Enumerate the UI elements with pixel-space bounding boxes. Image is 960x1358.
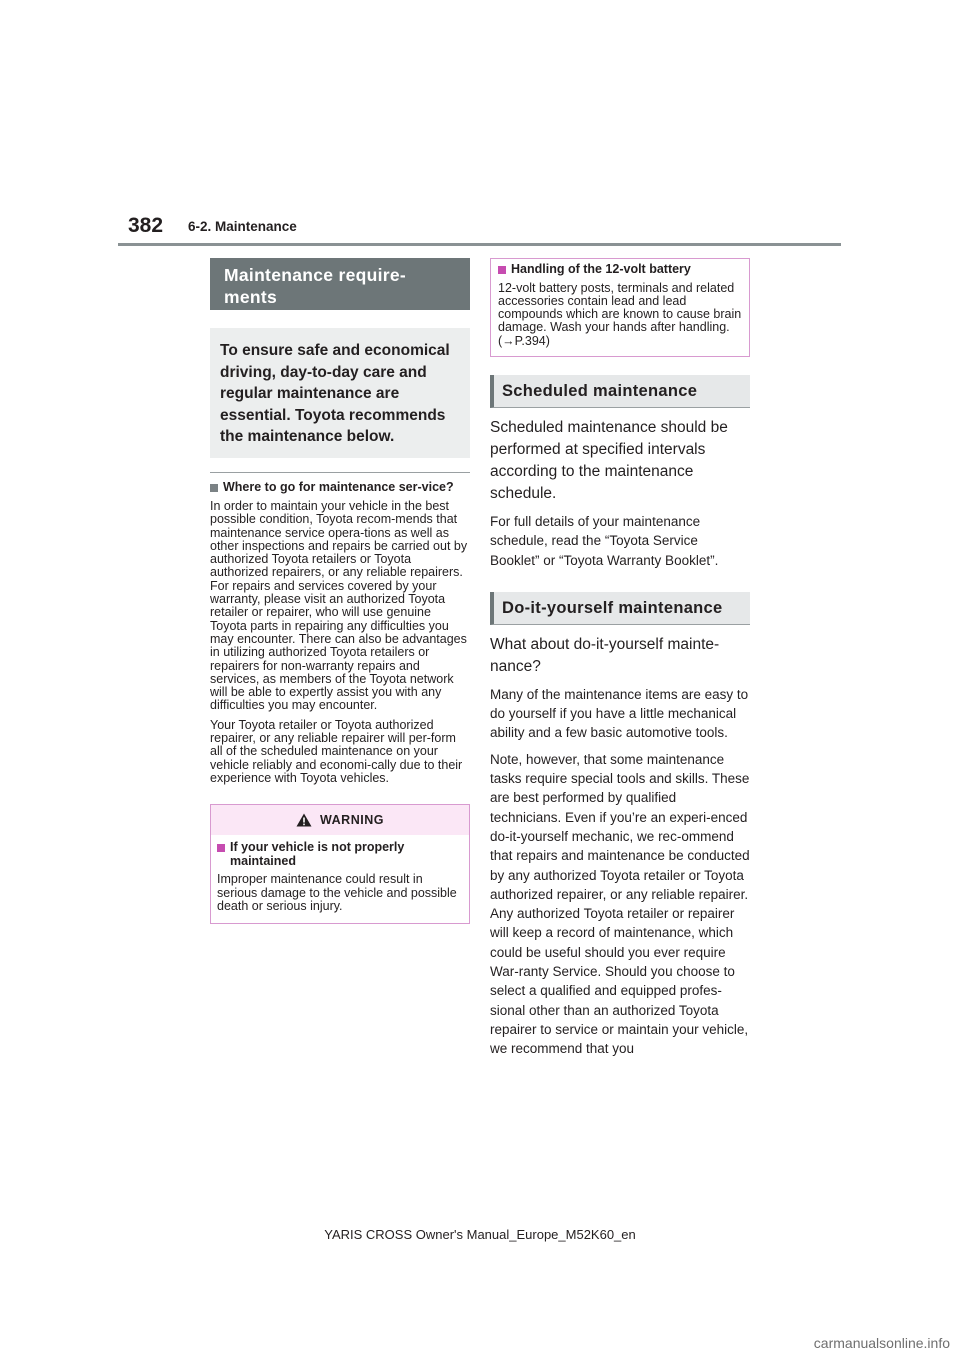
battery-heading xyxy=(498,263,742,277)
scheduled-lead: Scheduled maintenance should be performed at specified intervals according to the maintenance schedule. xyxy=(490,418,728,502)
warning-label: WARNING xyxy=(320,813,384,828)
warning-triangle-icon xyxy=(296,813,312,827)
diy-maintenance-title: Do-it-yourself maintenance xyxy=(490,592,750,625)
warning-header xyxy=(211,805,469,835)
scheduled-text: For full details of your maintenance schedule, read the “Toyota Service Booklet” or “Toyota Warranty Booklet”. xyxy=(490,513,719,568)
where-heading-text: Where to go for maintenance ser-vice? xyxy=(223,479,454,494)
left-column xyxy=(210,258,470,924)
watermark: carmanualsonline.info xyxy=(813,1335,950,1351)
divider xyxy=(210,472,470,473)
where-paragraph-1: In order to maintain your vehicle in the best possible condition, Toyota recom-mends that maintenance service opera-tions as well as other inspections and repairs be carried out by authorized Toyota retailers or Toyota authorized repairers, or any reliable repairers. For repairs and services covered by your warranty, please visit an authorized Toyota retailer or repairer, who will use genuine Toyota parts in repairing any difficulties you may encounter. There can also be advantages in utilizing authorized Toyota retailers or repairers for non-warranty repairs and services, as members of the Toyota network will be able to expertly assist you with any difficulties you may encounter. xyxy=(210,499,468,713)
section-label: 6-2. Maintenance xyxy=(188,219,297,234)
warning-heading-text: If your vehicle is not properly maintained xyxy=(230,840,405,868)
warning-box xyxy=(210,804,470,924)
warning-text: Improper maintenance could result in serious damage to the vehicle and possible death or serious injury. xyxy=(217,872,457,913)
battery-note-box xyxy=(490,258,750,357)
square-bullet-icon xyxy=(217,844,225,852)
warning-body xyxy=(211,835,469,923)
intro-box: To ensure safe and economical driving, day-to-day care and regular maintenance are essential. Toyota recommends the maintenance below. xyxy=(210,328,470,458)
footer: YARIS CROSS Owner's Manual_Europe_M52K60_en xyxy=(324,1227,636,1242)
battery-text: 12-volt battery posts, terminals and related accessories contain lead and lead compounds which are known to cause brain damage. Wash your hands after handling. (→P.394) xyxy=(498,280,742,348)
diy-lead: What about do-it-yourself mainte-nance? xyxy=(490,635,720,675)
right-column xyxy=(490,258,750,1059)
where-paragraph-2: Your Toyota retailer or Toyota authorized repairer, or any reliable repairer will per-form all of the scheduled maintenance on your vehicle reliably and economi-cally due to their experience with Toyota vehicles. xyxy=(210,717,463,785)
where-heading xyxy=(210,481,470,495)
diy-paragraph-2: Note, however, that some maintenance tasks require special tools and skills. These are best performed by qualified technicians. Even if you’re an experi-enced do-it-yourself mechanic, we rec-ommend that repairs and maintenance be conducted by any authorized Toyota retailer or Toyota authorized repairer, or any reliable repairer. Any authorized Toyota retailer or repairer will keep a record of maintenance, which could be useful should you ever require War-ranty Service. Should you choose to select a qualified and equipped profes-sional other than an authorized Toyota repairer to service or maintain your vehicle, we recommend that you xyxy=(490,751,750,1057)
square-bullet-icon xyxy=(210,484,218,492)
page-number: 382 xyxy=(128,214,164,237)
square-bullet-icon xyxy=(498,266,506,274)
header-rule xyxy=(118,243,841,246)
warning-heading xyxy=(217,841,463,868)
diy-paragraph-1: Many of the maintenance items are easy to do yourself if you have a little mechanical ability and a few basic automotive tools. xyxy=(490,686,749,741)
battery-heading-text: Handling of the 12-volt battery xyxy=(511,262,691,276)
maintenance-requirements-title: Maintenance require-ments xyxy=(210,258,470,310)
scheduled-maintenance-title: Scheduled maintenance xyxy=(490,375,750,408)
